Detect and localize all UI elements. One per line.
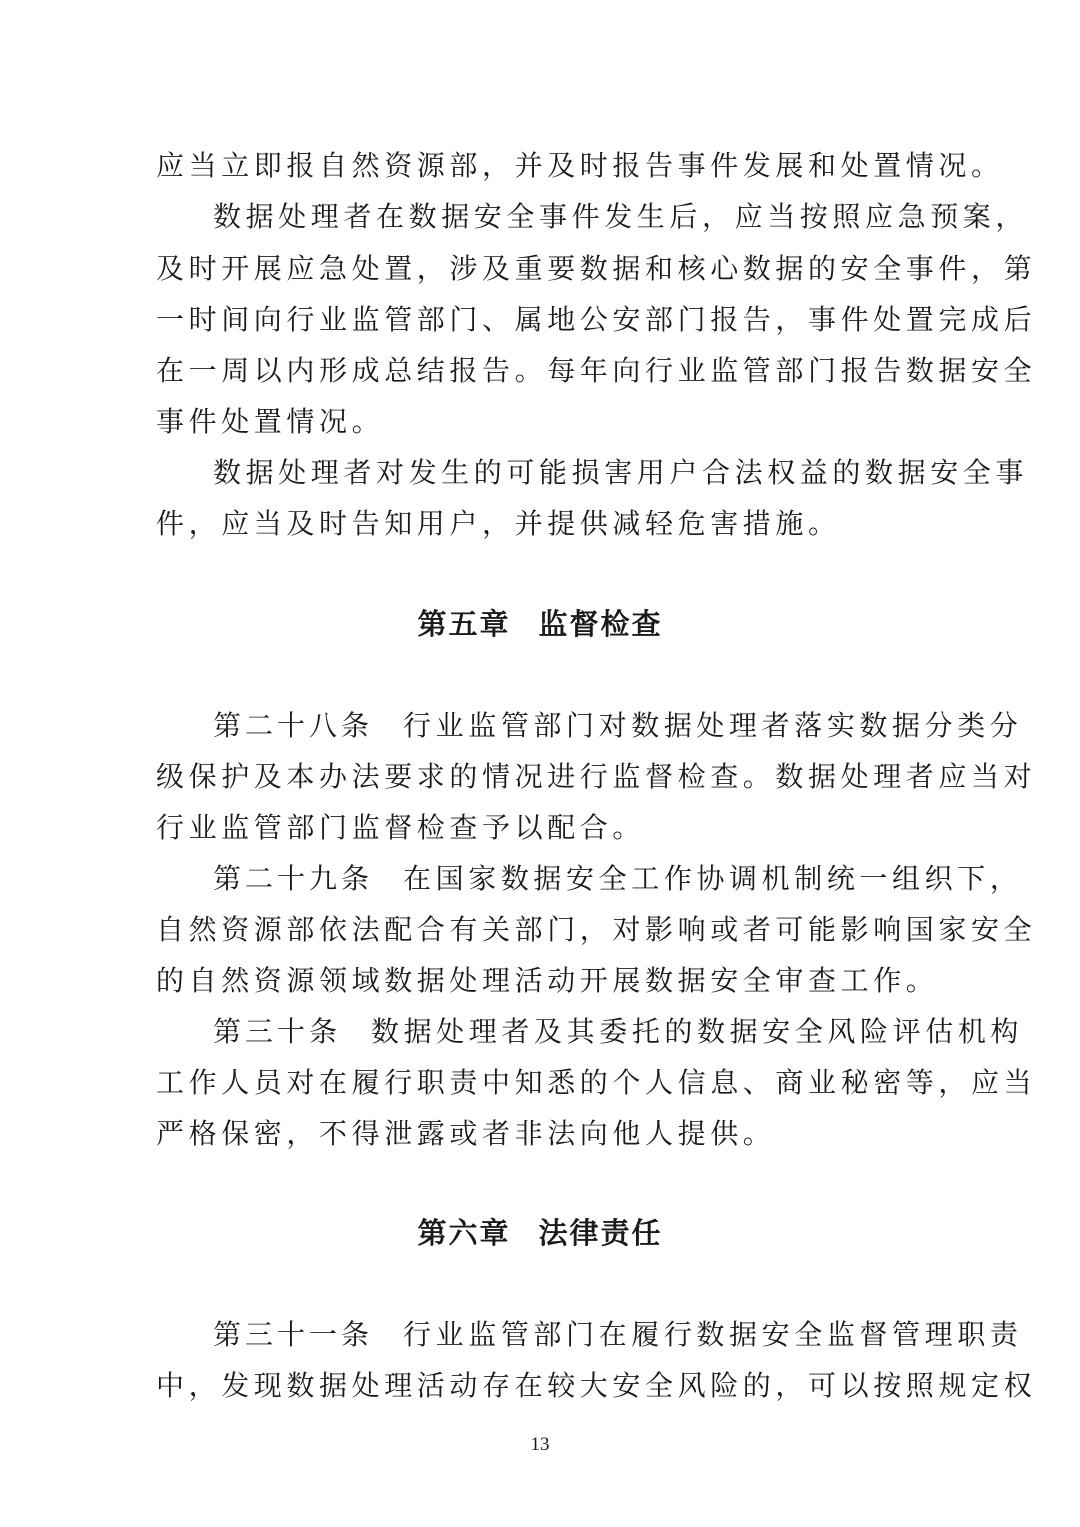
article-number: 第二十八条 xyxy=(213,709,374,742)
paragraph-line: 一时间向行业监管部门、属地公安部门报告，事件处置完成后 xyxy=(156,303,1037,336)
chapter-heading xyxy=(0,1213,1080,1253)
paragraph-line: 行业监管部门监督检查予以配合。 xyxy=(156,811,646,844)
chapter-title: 监督检查 xyxy=(538,607,663,641)
paragraph-line: 自然资源部依法配合有关部门，对影响或者可能影响国家安全 xyxy=(156,913,1037,946)
paragraph-line: 数据处理者对发生的可能损害用户合法权益的数据安全事 xyxy=(213,456,1029,489)
paragraph-line: 严格保密，不得泄露或者非法向他人提供。 xyxy=(156,1117,776,1150)
paragraph-line: 中，发现数据处理活动存在较大安全风险的，可以按照规定权 xyxy=(156,1369,1037,1402)
article-number: 第三十一条 xyxy=(213,1318,374,1351)
article-number: 第三十条 xyxy=(213,1015,342,1048)
article-text: 行业监管部门对数据处理者落实数据分类分 xyxy=(403,709,1023,742)
paragraph-line: 及时开展应急处置，涉及重要数据和核心数据的安全事件，第 xyxy=(156,252,1037,285)
chapter-title: 法律责任 xyxy=(538,1216,663,1250)
page-number: 13 xyxy=(530,1434,550,1455)
article-number: 第二十九条 xyxy=(213,862,374,895)
paragraph-line: 工作人员对在履行职责中知悉的个人信息、商业秘密等，应当 xyxy=(156,1066,1037,1099)
article-text: 在国家数据安全工作协调机制统一组织下， xyxy=(403,862,1023,895)
chapter-heading xyxy=(0,604,1080,644)
article-text: 数据处理者及其委托的数据安全风险评估机构 xyxy=(371,1015,1024,1048)
article-first-line xyxy=(213,859,1023,899)
paragraph-line: 的自然资源领域数据处理活动开展数据安全审查工作。 xyxy=(156,964,939,997)
paragraph-line: 件，应当及时告知用户，并提供减轻危害措施。 xyxy=(156,507,841,540)
paragraph-line: 级保护及本办法要求的情况进行监督检查。数据处理者应当对 xyxy=(156,760,1037,793)
article-first-line xyxy=(213,1012,1024,1052)
paragraph-line: 数据处理者在数据安全事件发生后，应当按照应急预案， xyxy=(213,200,1029,233)
paragraph-line: 在一周以内形成总结报告。每年向行业监管部门报告数据安全 xyxy=(156,354,1037,387)
chapter-number: 第六章 xyxy=(417,1216,511,1250)
paragraph-line: 应当立即报自然资源部，并及时报告事件发展和处置情况。 xyxy=(156,149,1004,182)
article-first-line xyxy=(213,1315,1023,1355)
article-first-line xyxy=(213,706,1023,746)
paragraph-line: 事件处置情况。 xyxy=(156,405,385,438)
article-text: 行业监管部门在履行数据安全监督管理职责 xyxy=(403,1318,1023,1351)
chapter-number: 第五章 xyxy=(417,607,511,641)
